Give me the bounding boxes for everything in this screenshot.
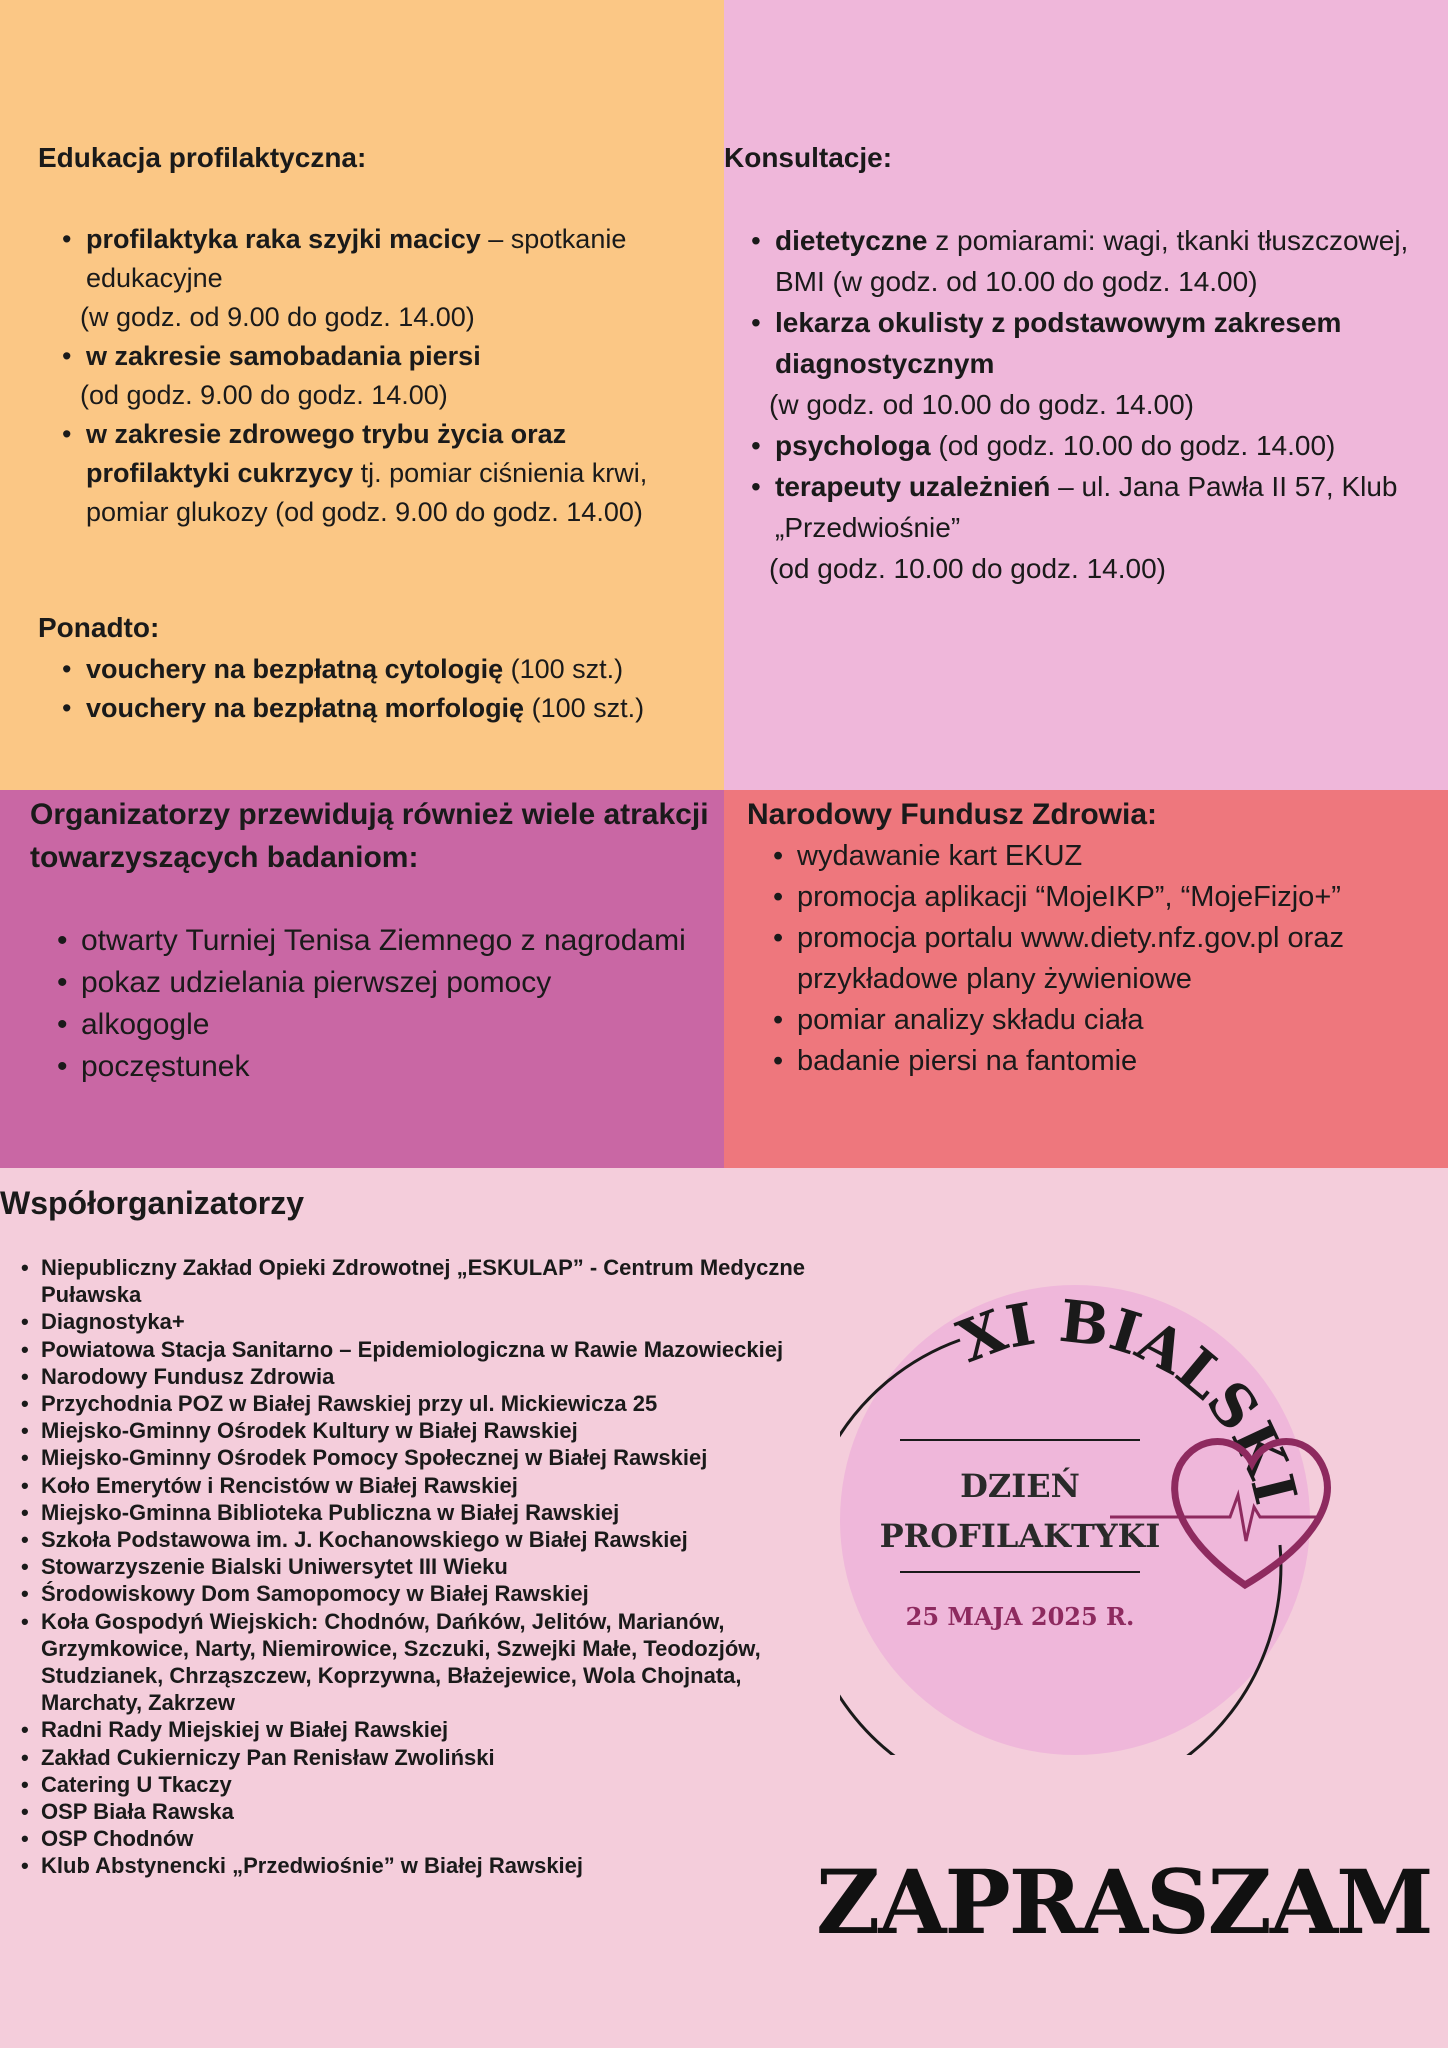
list-item: • lekarza okulisty z podstawowym zakresem diagnostycznym (w godz. od 10.00 do godz. 14.00) bbox=[775, 302, 1415, 425]
list-item: • Radni Rady Miejskiej w Białej Rawskiej bbox=[21, 1717, 449, 1743]
edukacja-heading: Edukacja profilaktyczna: bbox=[38, 142, 367, 173]
item-text: Miejsko-Gminny Ośrodek Pomocy Społecznej w Białej Rawskiej bbox=[41, 1445, 708, 1471]
list-item: • Diagnostyka+ bbox=[21, 1309, 185, 1335]
list-item: • vouchery na bezpłatną cytologię (100 szt.) bbox=[62, 654, 624, 684]
list-item: • profilaktyka raka szyjki macicy – spotkanie edukacyjne (w godz. od 9.00 do godz. 14.00) bbox=[86, 220, 696, 337]
list-item: • Koła Gospodyń Wiejskich: Chodnów, Dańków, Jelitów, Marianów, Grzymkowice, Narty, Niemirowice, Szczuki, Szwejki Małe, Teodozjów, Studzianek, Chrząszczew, Koprzywna, Błażejewice, Wola Chojnata, Marchaty, Zakrzew bbox=[21, 1608, 761, 1716]
organizatorzy-list bbox=[57, 920, 701, 1088]
item-text: Środowiskowy Dom Samopomocy w Białej Rawskiej bbox=[41, 1581, 589, 1607]
item-bold: terapeuty uzależnień bbox=[775, 471, 1051, 502]
list-item: • Koło Emerytów i Rencistów w Białej Rawskiej bbox=[21, 1472, 518, 1498]
list-item: • wydawanie kart EKUZ bbox=[773, 840, 1083, 872]
logo-line1: DZIEŃ bbox=[960, 1467, 1080, 1505]
list-item: • promocja portalu www.diety.nfz.gov.pl oraz przykładowe plany żywieniowe bbox=[773, 922, 1344, 995]
item-text: tj. pomiar ciśnienia krwi, pomiar glukozy (od godz. 9.00 do godz. 14.00) bbox=[86, 458, 648, 527]
list-item: • dietetyczne z pomiarami: wagi, tkanki tłuszczowej, BMI (w godz. od 10.00 do godz. 14.00) bbox=[751, 225, 1409, 297]
list-item: • badanie piersi na fantomie bbox=[773, 1045, 1138, 1077]
item-text: poczęstunek bbox=[81, 1050, 250, 1083]
item-text: Zakład Cukierniczy Pan Renisław Zwoliński bbox=[41, 1744, 495, 1770]
logo-date: 25 MAJA 2025 R. bbox=[905, 1602, 1135, 1631]
item-text: Przychodnia POZ w Białej Rawskiej przy ul. Mickiewicza 25 bbox=[41, 1391, 658, 1417]
item-text: – ul. Jana Pawła II 57, Klub „Przedwiośnie” bbox=[775, 471, 1398, 543]
list-item: • OSP Chodnów bbox=[21, 1826, 194, 1852]
list-item: • pomiar analizy składu ciała bbox=[773, 1004, 1144, 1036]
list-item: • Zakład Cukierniczy Pan Renisław Zwoliński bbox=[21, 1744, 495, 1770]
item-text: alkogogle bbox=[81, 1008, 210, 1041]
nfz-heading: Narodowy Fundusz Zdrowia: bbox=[747, 798, 1157, 831]
item-text: (100 szt.) bbox=[524, 693, 645, 723]
item-bold: vouchery na bezpłatną cytologię bbox=[86, 654, 504, 684]
item-text: Catering U Tkaczy bbox=[41, 1771, 232, 1797]
item-text: z pomiarami: wagi, tkanki tłuszczowej, BMI (w godz. od 10.00 do godz. 14.00) bbox=[775, 225, 1409, 297]
item-text: Powiatowa Stacja Sanitarno – Epidemiologiczna w Rawie Mazowieckiej bbox=[41, 1336, 784, 1362]
list-item: • Przychodnia POZ w Białej Rawskiej przy ul. Mickiewicza 25 bbox=[21, 1391, 658, 1417]
item-text: Stowarzyszenie Bialski Uniwersytet III Wieku bbox=[41, 1554, 508, 1580]
list-item: • alkogogle bbox=[57, 1008, 210, 1041]
item-text: pokaz udzielania pierwszej pomocy bbox=[81, 966, 552, 999]
item-text: OSP Biała Rawska bbox=[41, 1799, 234, 1825]
item-text: badanie piersi na fantomie bbox=[797, 1045, 1138, 1077]
item-text: OSP Chodnów bbox=[41, 1826, 194, 1852]
item-text: otwarty Turniej Tenisa Ziemnego z nagrodami bbox=[81, 924, 686, 957]
list-item: • Miejsko-Gminna Biblioteka Publiczna w Białej Rawskiej bbox=[21, 1499, 620, 1525]
event-logo bbox=[840, 1285, 1360, 1755]
wspolorganizatorzy-list bbox=[21, 1254, 811, 1880]
list-item: • promocja aplikacji “MojeIKP”, “MojeFizjo+” bbox=[773, 881, 1341, 913]
list-item: • OSP Biała Rawska bbox=[21, 1799, 234, 1825]
item-text: Klub Abstynencki „Przedwiośnie” w Białej Rawskiej bbox=[41, 1853, 584, 1879]
list-item: • pokaz udzielania pierwszej pomocy bbox=[57, 966, 552, 999]
nfz-list bbox=[773, 836, 1417, 1082]
item-text: Miejsko-Gminna Biblioteka Publiczna w Białej Rawskiej bbox=[41, 1499, 620, 1525]
konsultacje-heading: Konsultacje: bbox=[724, 142, 893, 173]
item-bold: dietetyczne bbox=[775, 225, 928, 256]
item-bold: vouchery na bezpłatną morfologię bbox=[86, 693, 525, 723]
list-item: • Narodowy Fundusz Zdrowia bbox=[21, 1363, 335, 1389]
item-text: Koła Gospodyń Wiejskich: Chodnów, Dańków, Jelitów, Marianów, Grzymkowice, Narty, Niemirowice, Szczuki, Szwejki Małe, Teodozjów, Studzianek, Chrząszczew, Koprzywna, Błażejewice, Wola Chojnata, Marchaty, Zakrzew bbox=[41, 1608, 761, 1716]
list-item: • Niepubliczny Zakład Opieki Zdrowotnej „ESKULAP” - Centrum Medyczne Puławska bbox=[21, 1255, 805, 1308]
item-text: Koło Emerytów i Rencistów w Białej Rawskiej bbox=[41, 1472, 518, 1498]
item-text: (100 szt.) bbox=[503, 654, 624, 684]
list-item: • Miejsko-Gminny Ośrodek Pomocy Społecznej w Białej Rawskiej bbox=[21, 1445, 708, 1471]
item-text: wydawanie kart EKUZ bbox=[797, 840, 1083, 872]
logo-arc-text: XI BIALSKI bbox=[949, 1286, 1310, 1511]
item-text: Niepubliczny Zakład Opieki Zdrowotnej „ESKULAP” - Centrum Medyczne Puławska bbox=[41, 1255, 805, 1308]
list-item: • Środowiskowy Dom Samopomocy w Białej Rawskiej bbox=[21, 1581, 589, 1607]
list-item: • psychologa (od godz. 10.00 do godz. 14.00) bbox=[751, 430, 1336, 461]
ponadto-list bbox=[62, 650, 706, 728]
item-text: Diagnostyka+ bbox=[41, 1309, 185, 1335]
item-text: promocja portalu www.diety.nfz.gov.pl oraz przykładowe plany żywieniowe bbox=[797, 922, 1344, 995]
item-bold: profilaktyka raka szyjki macicy bbox=[86, 224, 481, 254]
ponadto-heading: Ponadto: bbox=[38, 612, 160, 643]
list-item: • vouchery na bezpłatną morfologię (100 szt.) bbox=[62, 693, 645, 723]
item-time: (w godz. od 10.00 do godz. 14.00) bbox=[769, 389, 1194, 420]
list-item: • Powiatowa Stacja Sanitarno – Epidemiologiczna w Rawie Mazowieckiej bbox=[21, 1336, 784, 1362]
list-item: • Miejsko-Gminny Ośrodek Kultury w Białej Rawskiej bbox=[21, 1418, 578, 1444]
list-item: • poczęstunek bbox=[57, 1050, 250, 1083]
list-item: • terapeuty uzależnień – ul. Jana Pawła II 57, Klub „Przedwiośnie” (od godz. 10.00 do godz. 14.00) bbox=[775, 466, 1415, 589]
item-text: – spotkanie edukacyjne bbox=[86, 224, 627, 293]
item-bold: w zakresie samobadania piersi bbox=[86, 341, 481, 371]
item-text: pomiar analizy składu ciała bbox=[797, 1004, 1144, 1036]
edukacja-list bbox=[62, 220, 696, 532]
list-item: • Szkoła Podstawowa im. J. Kochanowskiego w Białej Rawskiej bbox=[21, 1527, 688, 1553]
wspolorganizatorzy-heading: Współorganizatorzy bbox=[0, 1185, 305, 1221]
list-item: • Klub Abstynencki „Przedwiośnie” w Białej Rawskiej bbox=[21, 1853, 584, 1879]
item-time: (w godz. od 9.00 do godz. 14.00) bbox=[80, 302, 475, 332]
item-bold: w zakresie zdrowego trybu życia oraz profilaktyki cukrzycy bbox=[86, 419, 567, 488]
list-item: • Catering U Tkaczy bbox=[21, 1771, 232, 1797]
item-time: (od godz. 10.00 do godz. 14.00) bbox=[769, 553, 1166, 584]
item-text: Szkoła Podstawowa im. J. Kochanowskiego w Białej Rawskiej bbox=[41, 1527, 688, 1553]
organizatorzy-heading: Organizatorzy przewidują również wiele atrakcji towarzyszących badaniom: bbox=[30, 798, 709, 874]
item-bold: lekarza okulisty z podstawowym zakresem diagnostycznym bbox=[775, 307, 1342, 379]
list-item: • Stowarzyszenie Bialski Uniwersytet III Wieku bbox=[21, 1554, 508, 1580]
list-item: • otwarty Turniej Tenisa Ziemnego z nagrodami bbox=[57, 924, 686, 957]
item-text: (od godz. 10.00 do godz. 14.00) bbox=[930, 430, 1336, 461]
list-item: • w zakresie samobadania piersi (od godz. 9.00 do godz. 14.00) bbox=[86, 337, 696, 415]
item-text: Miejsko-Gminny Ośrodek Kultury w Białej Rawskiej bbox=[41, 1418, 578, 1444]
item-text: Radni Rady Miejskiej w Białej Rawskiej bbox=[41, 1717, 449, 1743]
item-time: (od godz. 9.00 do godz. 14.00) bbox=[80, 380, 448, 410]
konsultacje-list bbox=[751, 220, 1415, 589]
item-text: promocja aplikacji “MojeIKP”, “MojeFizjo+” bbox=[797, 881, 1341, 913]
item-text: Narodowy Fundusz Zdrowia bbox=[41, 1363, 335, 1389]
closing-text: ZAPRASZAM bbox=[816, 1850, 1432, 1954]
list-item: • w zakresie zdrowego trybu życia oraz profilaktyki cukrzycy tj. pomiar ciśnienia krwi, pomiar glukozy (od godz. 9.00 do godz. 14.00) bbox=[62, 419, 648, 527]
logo-line2: PROFILAKTYKI bbox=[879, 1517, 1161, 1555]
item-bold: psychologa bbox=[775, 430, 931, 461]
